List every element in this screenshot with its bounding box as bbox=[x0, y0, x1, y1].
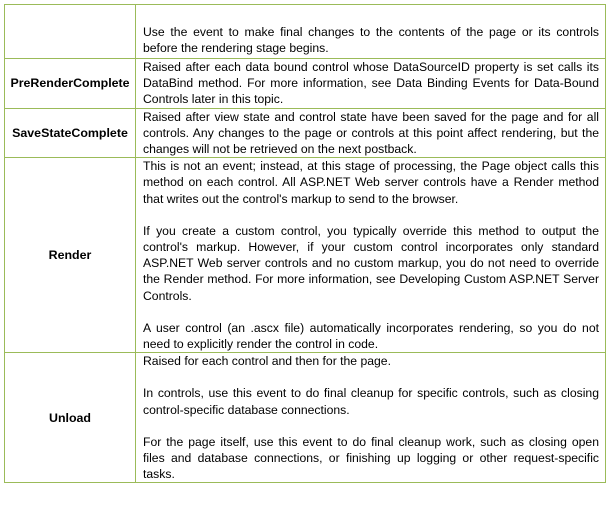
description-cell bbox=[136, 158, 606, 353]
table-row bbox=[5, 59, 606, 109]
description-text: If you create a custom control, you typically override this method to output the control's markup. However, if your custom control incorporates only standard ASP.NET Web server controls and no custom markup, you do not need to override the Render method. For more information, see Developing Custom ASP.NET Server Controls. bbox=[143, 223, 599, 303]
description-cell bbox=[136, 108, 606, 158]
table-row bbox=[5, 108, 606, 158]
description-text: A user control (an .ascx file) automatically incorporates rendering, so you do not need to explicitly render the control in code. bbox=[143, 320, 599, 352]
description-text: Use the event to make final changes to the contents of the page or its controls before the rendering stage begins. bbox=[143, 25, 599, 56]
description-text: In controls, use this event to do final cleanup for specific controls, such as closing control-specific database connections. bbox=[143, 386, 599, 417]
description-cell bbox=[136, 5, 606, 59]
description-cell bbox=[136, 59, 606, 109]
table-row bbox=[5, 353, 606, 483]
description-cell bbox=[136, 353, 606, 483]
event-name-cell: Render bbox=[5, 158, 136, 353]
description-text: Raised after view state and control state have been saved for the page and for all controls. Any changes to the page or controls at this point affect rendering, but the changes will not be retrieved on the next postback. bbox=[143, 109, 599, 157]
event-name-cell: SaveStateComplete bbox=[5, 108, 136, 158]
table-row bbox=[5, 158, 606, 353]
description-text: This is not an event; instead, at this stage of processing, the Page object calls this method on each control. All ASP.NET Web server controls have a Render method that writes out the control's markup to send to the browser. bbox=[143, 159, 599, 206]
lifecycle-table-container bbox=[4, 4, 605, 483]
description-text: Raised after each data bound control whose DataSourceID property is set calls its DataBind method. For more information, see Data Binding Events for Data-Bound Controls later in this topic. bbox=[143, 60, 599, 107]
description-text: For the page itself, use this event to do final cleanup work, such as closing open files and database connections, or finishing up logging or other request-specific tasks. bbox=[143, 434, 599, 482]
page-lifecycle-table bbox=[4, 4, 606, 483]
event-name-cell: Unload bbox=[5, 353, 136, 483]
event-name-cell: PreRenderComplete bbox=[5, 59, 136, 109]
event-name-cell bbox=[5, 5, 136, 59]
table-row bbox=[5, 5, 606, 59]
description-text: Raised for each control and then for the page. bbox=[143, 354, 391, 369]
